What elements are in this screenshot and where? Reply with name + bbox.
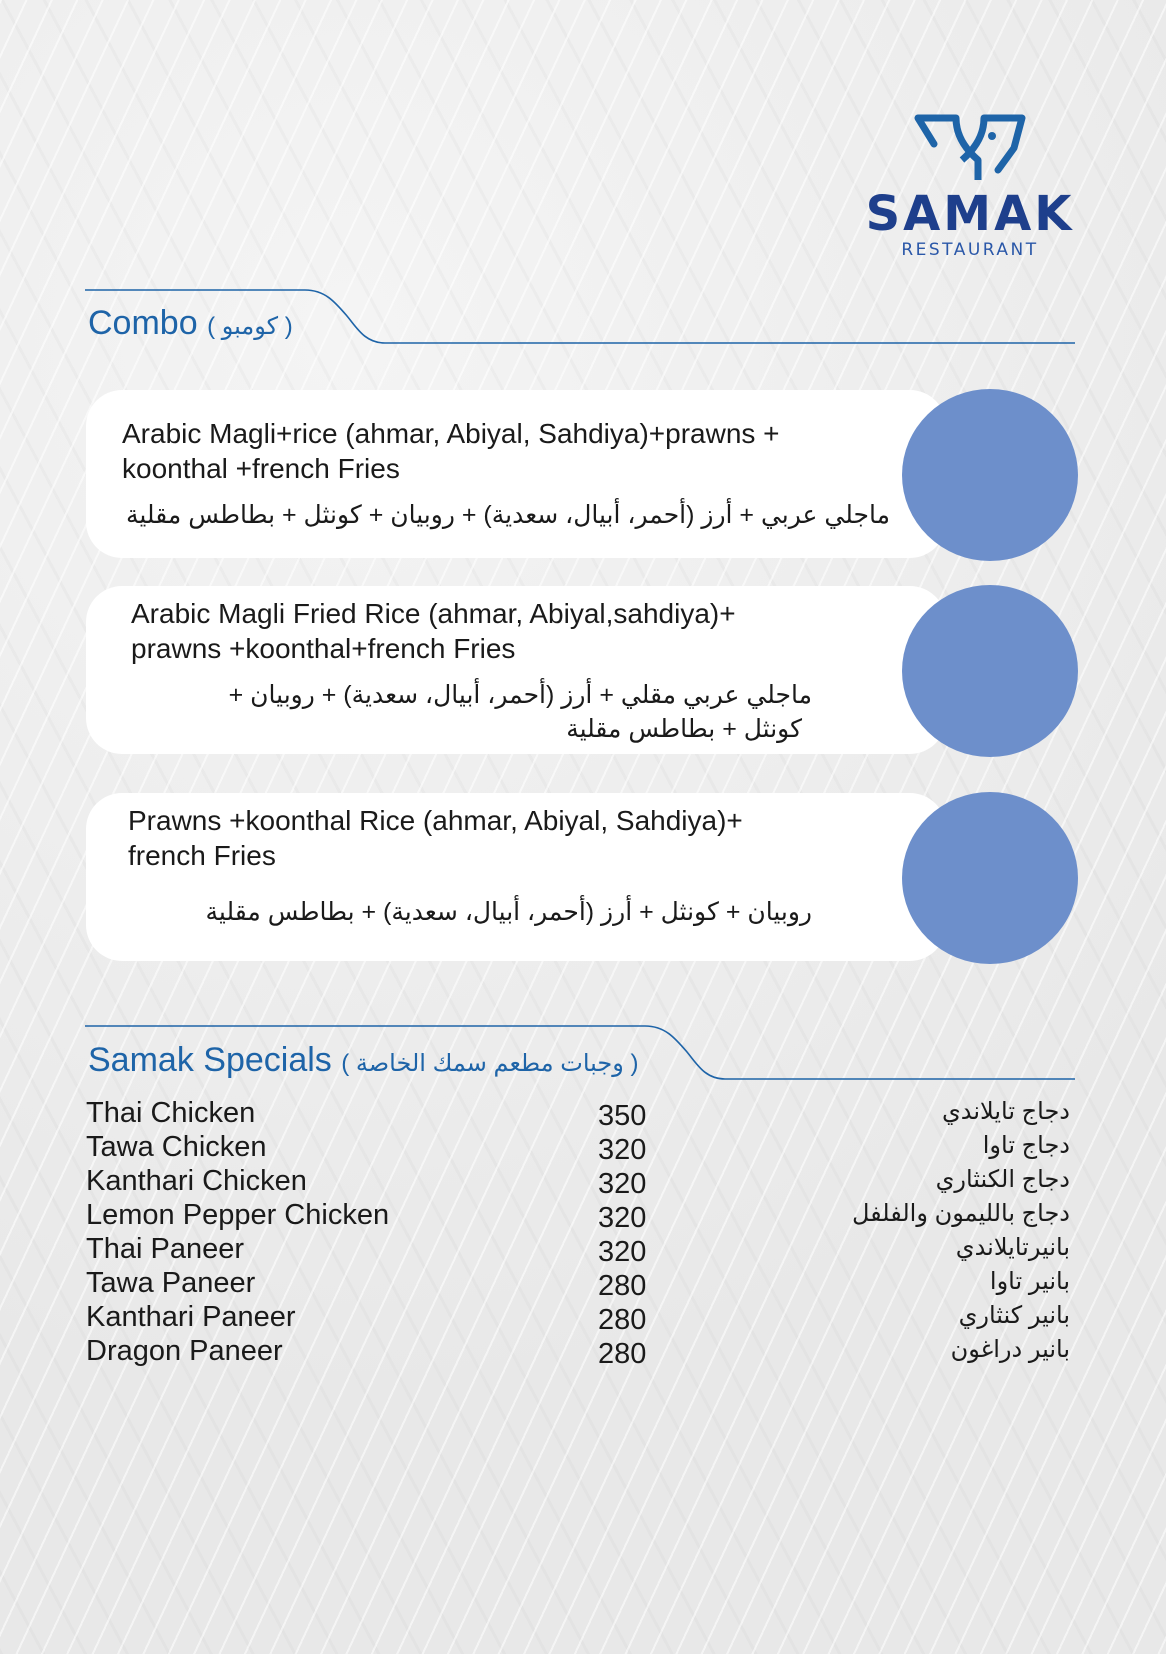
specials-item-price: 280	[598, 1304, 647, 1336]
specials-item-name-ar: بانيرتايلاندي	[955, 1234, 1070, 1261]
combo-item	[86, 586, 946, 754]
combo-item-ar-line2: كونثل + بطاطس مقلية	[566, 715, 802, 743]
specials-item-name-ar: بانير دراغون	[950, 1336, 1070, 1363]
specials-item-price: 320	[598, 1202, 647, 1234]
combo-item-en-line1: Arabic Magli Fried Rice (ahmar, Abiyal,sahdiya)+	[131, 598, 736, 629]
specials-item	[86, 1335, 1070, 1369]
specials-item-name: Kanthari Chicken	[86, 1165, 307, 1197]
specials-item-name: Lemon Pepper Chicken	[86, 1199, 390, 1231]
specials-item-price: 320	[598, 1236, 647, 1268]
specials-item-name-ar: دجاج الكنثاري	[935, 1166, 1070, 1193]
specials-item-name: Thai Chicken	[86, 1097, 256, 1129]
restaurant-logo	[860, 112, 1080, 260]
specials-item-price: 280	[598, 1338, 647, 1370]
specials-item-name-ar: دجاج بالليمون والفلفل	[851, 1200, 1070, 1227]
specials-item	[86, 1131, 1070, 1165]
logo-name: SAMAK	[865, 186, 1075, 242]
specials-item-name: Kanthari Paneer	[86, 1301, 296, 1333]
combo-item-en	[122, 416, 780, 486]
specials-item-price: 320	[598, 1168, 647, 1200]
specials-item-name-ar: دجاج تايلاندي	[941, 1098, 1070, 1125]
combo-item-circle	[902, 585, 1078, 757]
combo-item-ar	[172, 895, 812, 929]
specials-item-name: Tawa Chicken	[86, 1131, 267, 1163]
combo-title	[88, 304, 293, 343]
combo-item	[86, 793, 946, 961]
combo-item-ar-line1: ماجلي عربي مقلي + أرز (أحمر، أبيال، سعدية) + روبيان +	[228, 681, 812, 709]
combo-title-ar: ( كومبو )	[207, 313, 293, 340]
specials-item-name: Thai Paneer	[86, 1233, 244, 1265]
specials-item	[86, 1301, 1070, 1335]
specials-item-price: 350	[598, 1100, 647, 1132]
specials-title-en: Samak Specials	[88, 1041, 332, 1079]
specials-item-name-ar: دجاج تاوا	[982, 1132, 1070, 1159]
combo-item-ar-line1: ماجلي عربي + أرز (أحمر، أبيال، سعدية) + روبيان + كونثل + بطاطس مقلية	[125, 501, 890, 529]
combo-item-ar	[110, 498, 890, 532]
specials-item	[86, 1267, 1070, 1301]
specials-item-name-ar: بانير كنثاري	[958, 1302, 1070, 1329]
specials-item	[86, 1097, 1070, 1131]
combo-item	[86, 390, 946, 558]
combo-item-en-line2: french Fries	[128, 840, 276, 871]
combo-item-en	[131, 596, 736, 666]
combo-item-ar	[172, 678, 812, 746]
combo-title-en: Combo	[88, 304, 198, 342]
logo-subtitle: RESTAURANT	[901, 240, 1039, 260]
combo-item-en	[128, 803, 743, 873]
specials-item-name-ar: بانير تاوا	[989, 1268, 1070, 1295]
specials-item	[86, 1165, 1070, 1199]
specials-item-price: 280	[598, 1270, 647, 1302]
combo-item-en-line1: Arabic Magli+rice (ahmar, Abiyal, Sahdiya)+prawns +	[122, 418, 780, 449]
specials-item	[86, 1233, 1070, 1267]
combo-item-circle	[902, 389, 1078, 561]
combo-item-en-line2: prawns +koonthal+french Fries	[131, 633, 516, 664]
specials-item-name: Dragon Paneer	[86, 1335, 283, 1367]
fish-icon	[912, 112, 1028, 184]
specials-item-price: 320	[598, 1134, 647, 1166]
specials-item	[86, 1199, 1070, 1233]
specials-title	[88, 1041, 639, 1080]
specials-item-name: Tawa Paneer	[86, 1267, 256, 1299]
specials-title-ar: ( وجبات مطعم سمك الخاصة )	[341, 1050, 639, 1077]
combo-item-en-line2: koonthal +french Fries	[122, 453, 400, 484]
combo-item-circle	[902, 792, 1078, 964]
combo-item-ar-line1: روبيان + كونثل + أرز (أحمر، أبيال، سعدية) + بطاطس مقلية	[205, 898, 812, 926]
combo-item-en-line1: Prawns +koonthal Rice (ahmar, Abiyal, Sahdiya)+	[128, 805, 743, 836]
